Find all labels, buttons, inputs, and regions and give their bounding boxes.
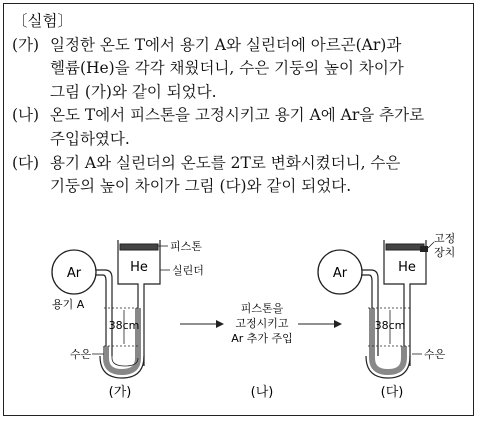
- cylinder-wall-right-ga: [144, 240, 160, 366]
- container-gas-ga: Ar: [66, 266, 82, 281]
- piston-da: [386, 244, 424, 250]
- connecting-tube-outer-ga: [96, 270, 112, 356]
- apparatus-ga: [52, 239, 204, 400]
- label-fix-1: 고정: [434, 232, 456, 245]
- mercury-ga: [106, 308, 138, 372]
- step-label-da: (다): [12, 153, 40, 172]
- step-ga-line-1: (가) 일정한 온도 T에서 용기 A와 실린더에 아르곤(Ar)과: [12, 34, 467, 58]
- piston-ga: [120, 244, 158, 250]
- mercury-da: [372, 308, 404, 372]
- container-gas-da: Ar: [332, 266, 348, 281]
- label-mercury-da: 수은: [424, 348, 446, 361]
- label-cylinder-ga: 실린더: [172, 264, 204, 277]
- step-label-ga: (가): [12, 35, 40, 54]
- apparatus-da: [318, 231, 455, 400]
- step-da-line-1: (다) 용기 A와 실린더의 온도를 2T로 변화시켰더니, 수은: [12, 152, 467, 176]
- label-mercury-ga: 수은: [70, 348, 92, 361]
- experiment-text: [12, 10, 467, 199]
- height-label-ga: 38cm: [108, 319, 140, 332]
- process-line-3: Ar 추가 주입: [231, 332, 293, 345]
- heading: 〔실험〕: [12, 12, 73, 30]
- step-ga-line-2: 헬륨(He)을 각각 채웠더니, 수은 기둥의 높이 차이가: [50, 59, 404, 78]
- caption-ga: (가): [108, 385, 132, 400]
- step-label-na: (나): [12, 106, 40, 125]
- fix-device: [420, 246, 428, 252]
- step-na-line-1: (나) 온도 T에서 피스톤을 고정시키고 용기 A에 Ar을 추가로: [12, 104, 467, 128]
- step-na-line-2: 주입하였다.: [50, 129, 130, 148]
- label-container-ga: 용기 A: [52, 298, 85, 311]
- apparatus-figure: [0, 226, 479, 416]
- label-fix-2: 장치: [434, 246, 456, 259]
- cylinder-gas-da: He: [398, 260, 416, 275]
- process-line-1: 피스톤을: [240, 302, 284, 315]
- step-ga-line-3: 그림 (가)와 같이 되었다.: [50, 82, 217, 101]
- step-da-line-2: 기둥의 높이 차이가 그림 (다)와 같이 되었다.: [50, 177, 352, 196]
- caption-da: (다): [380, 385, 404, 400]
- process-line-2: 고정시키고: [235, 317, 289, 330]
- height-label-da: 38cm: [374, 319, 406, 332]
- caption-na: (나): [250, 385, 274, 400]
- process-na: [180, 301, 341, 400]
- label-piston-ga: 피스톤: [170, 240, 202, 253]
- connecting-tube-inner-ga: [96, 275, 106, 356]
- cylinder-gas-ga: He: [130, 260, 148, 275]
